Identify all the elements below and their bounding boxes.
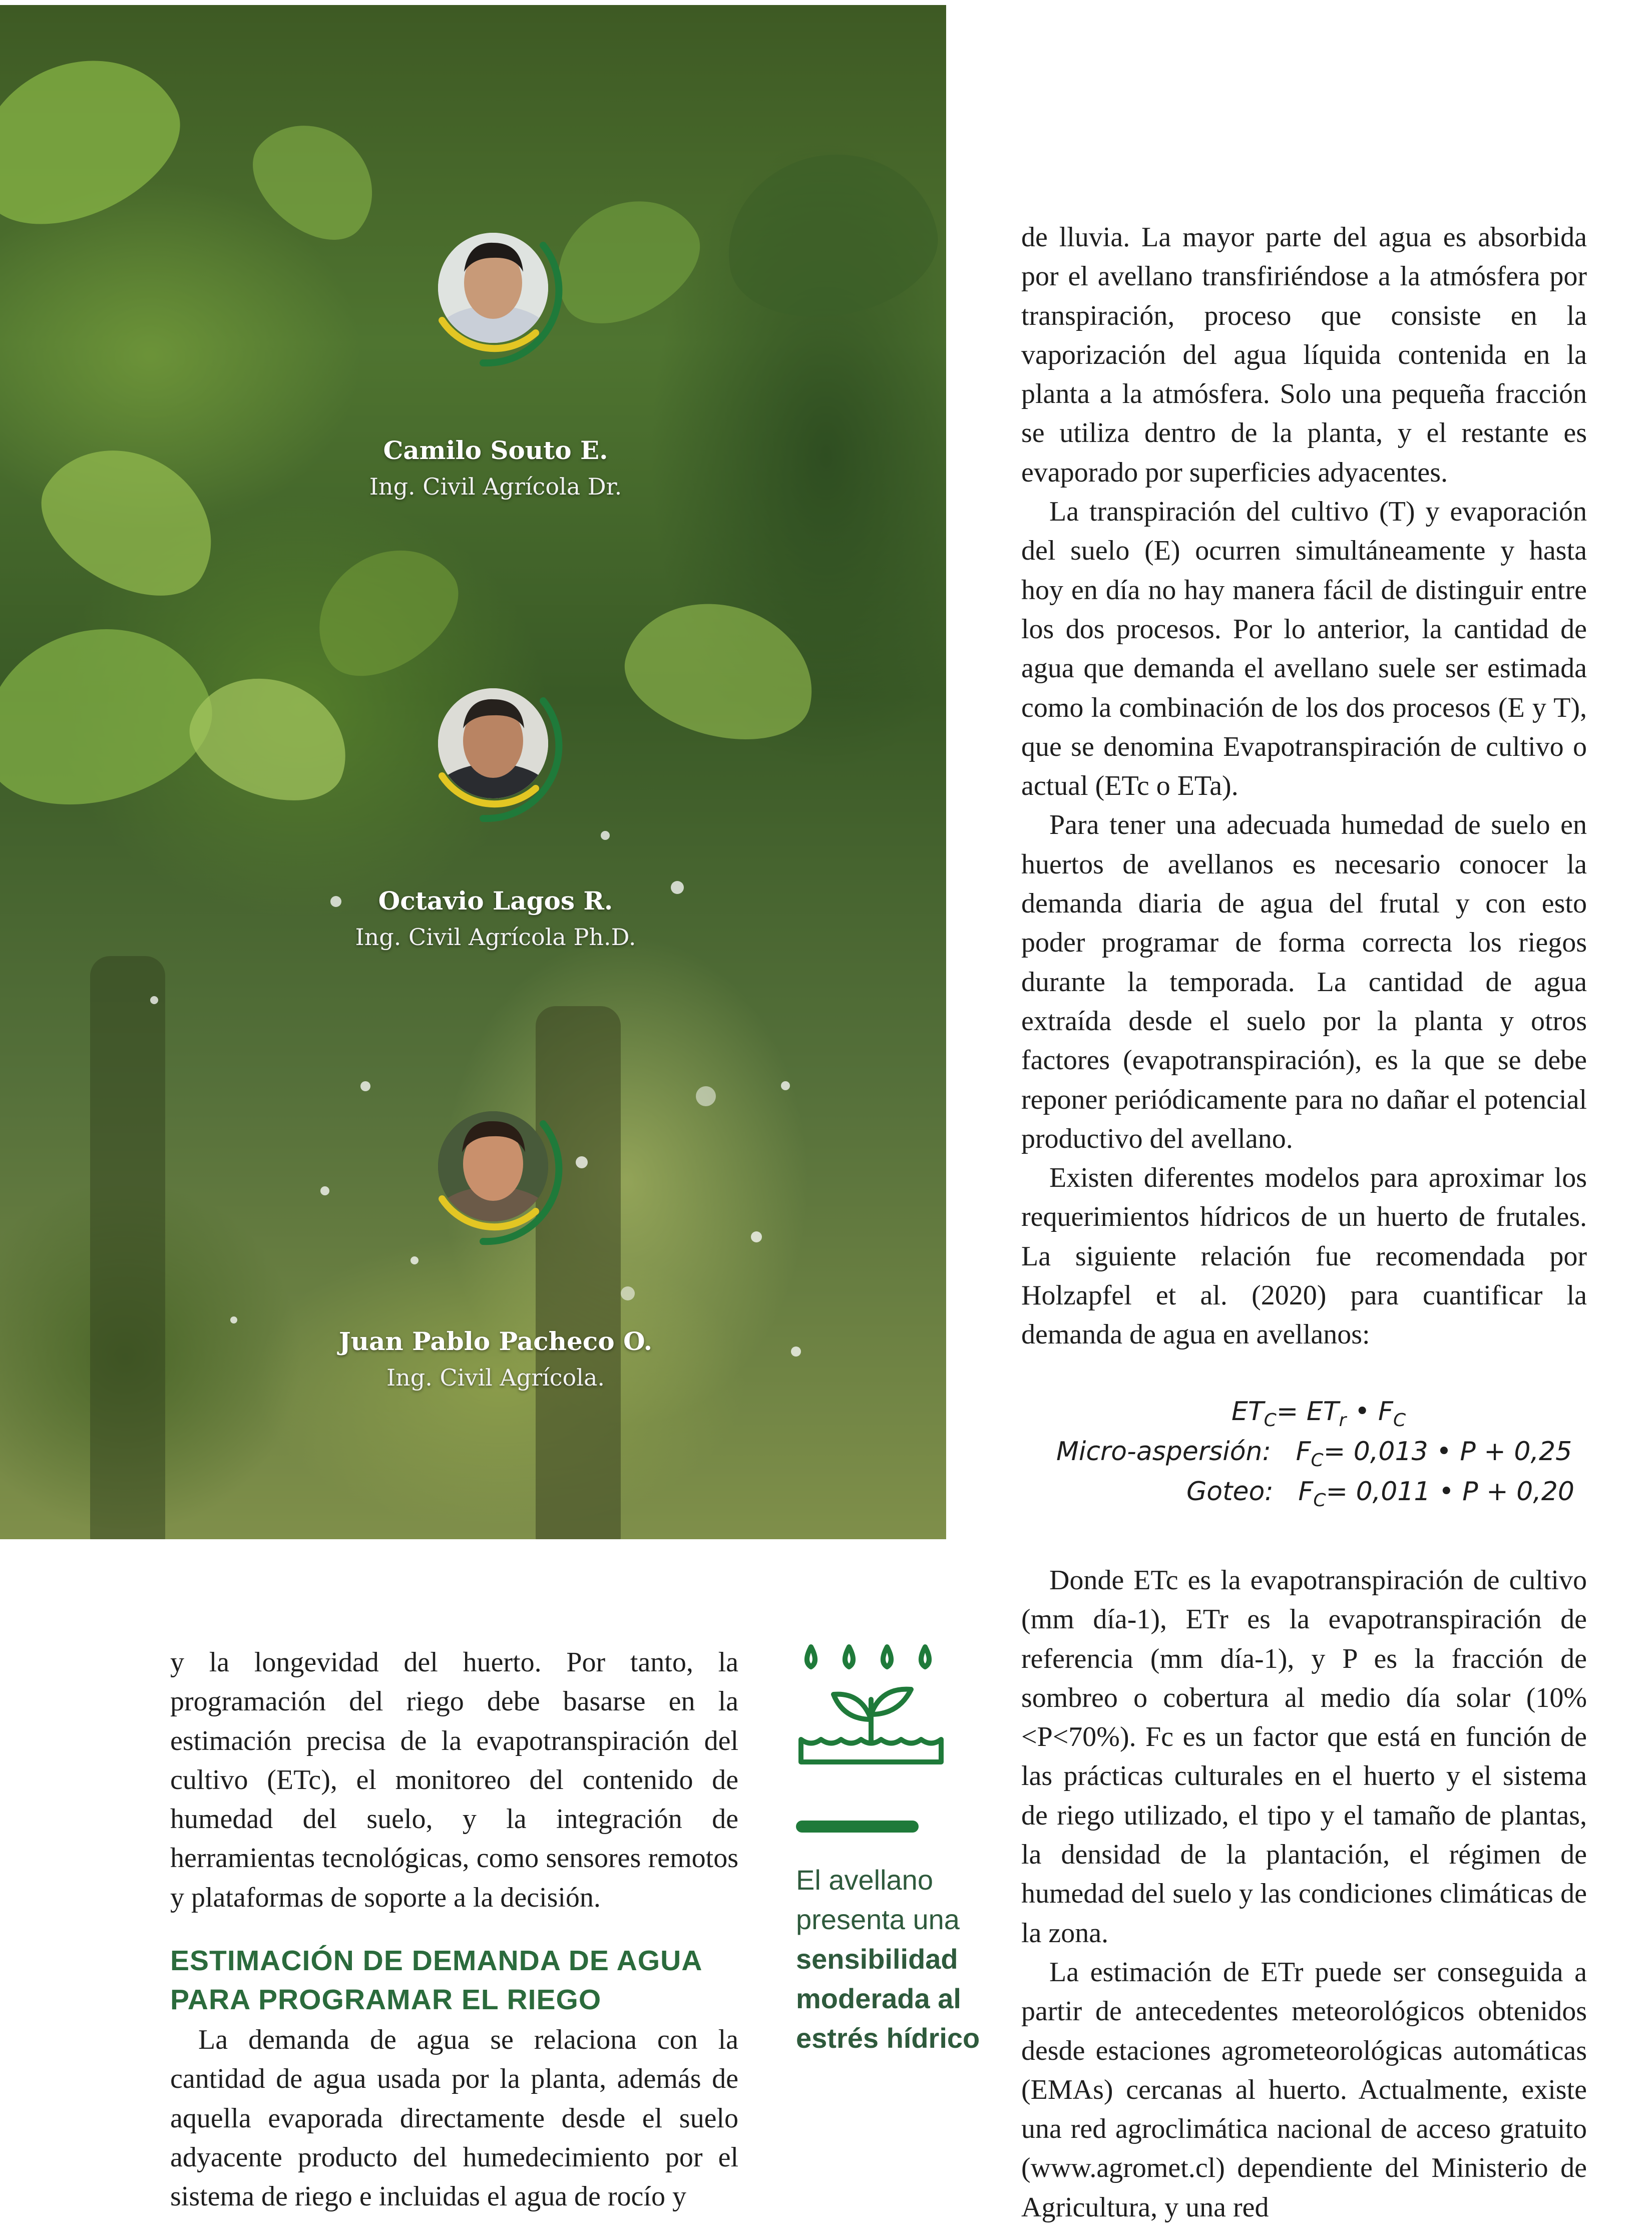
author-name: Juan Pablo Pacheco O. (338, 1326, 653, 1356)
water-drop (601, 831, 610, 840)
plant-irrigation-icon (796, 1639, 951, 1840)
author-title: Ing. Civil Agrícola. (386, 1364, 605, 1391)
leaf-decoration (233, 100, 397, 260)
paragraph: La estimación de ETr puede ser conseguida a partir de antecedentes meteorológicos obtenidos desde estaciones agrometeorológicas automáticas (EMAs) cercanas al huerto. Actualmente, existe una red agroclimática nacional de acceso gratuito (www.agromet.cl) dependiente del Ministerio de Agricultura, y una red (1021, 1956, 1587, 2223)
paragraph: Donde ETc es la evapotranspiración de cultivo (mm día-1), ETr es la evapotranspiración de referencia (mm día-1), y P es la fracción de sombreo o cobertura al medio día solar (10%<P<70%). Fc es un factor que está en función de las prácticas culturales en el huerto y el sistema de riego utilizado, el tipo y el tamaño de plantas, la densidad de la plantación, el régimen de humedad del suelo y las condiciones climáticas de la zona. (1021, 1565, 1587, 1949)
avatar-ring-icon (398, 213, 588, 403)
author-title: Ing. Civil Agrícola Dr. (369, 473, 622, 500)
orchard-photo (0, 5, 946, 1539)
leaf-decoration (175, 657, 365, 820)
water-drop (360, 1081, 370, 1091)
water-drop (781, 1081, 790, 1090)
leaf-decoration (0, 28, 202, 252)
author-avatar (398, 668, 588, 858)
author-name: Camilo Souto E. (383, 435, 608, 465)
author-title: Ing. Civil Agrícola Ph.D. (355, 924, 636, 951)
water-drop (230, 1316, 237, 1323)
formula-microaspersion: Micro-aspersión: $F_C= 0,013$ • P + 0,25 (1056, 1437, 1572, 1471)
formula-goteo: Goteo: $F_C= 0,011$ • P + 0,20 (1186, 1477, 1574, 1511)
author-avatar (398, 1091, 588, 1281)
left-column (170, 1643, 738, 2216)
leaf-decoration (612, 583, 830, 758)
water-drop (150, 996, 158, 1004)
leaf-decoration (20, 419, 241, 622)
right-column-lower (1021, 1561, 1587, 2227)
paragraph: La transpiración del cultivo (T) y evaporación del suelo (E) ocurren simultáneamente y hasta hoy en día no hay manera fácil de distinguir entre los dos procesos. Por lo anterior, la cantidad de agua que demanda el avellano suele ser estimada como la combinación de los dos procesos (E y T), que se denomina Evapotranspiración de cultivo o actual (ETc o ETa). (1021, 496, 1587, 802)
paragraph: de lluvia. La mayor parte del agua es absorbida por el avellano transfiriéndose a la atmósfera por transpiración, proceso que consiste en la vaporización del agua líquida contenida en la planta a la atmósfera. Solo una pequeña fracción se utiliza dentro de la planta, y el restante es evaporado por superficies adyacentes. (1021, 222, 1587, 488)
tree-trunk (90, 956, 165, 1539)
right-column-upper (1021, 218, 1587, 1355)
water-drop (621, 1286, 635, 1300)
water-drop (791, 1347, 801, 1357)
paragraph: Existen diferentes modelos para aproximar los requerimientos hídricos de un huerto de frutales. La siguiente relación fue recomendada por Holzapfel et al. (2020) para cuantificar la demanda de agua en avellanos: (1021, 1162, 1587, 1351)
author-avatar (398, 213, 588, 403)
author-name: Octavio Lagos R. (378, 886, 613, 916)
avatar-ring-icon (398, 1091, 588, 1281)
water-drop (696, 1086, 716, 1106)
formula-etc: $ET_C= ET_r$ • $F_C$ (1231, 1397, 1406, 1431)
paragraph: y la longevidad del huerto. Por tanto, la programación del riego debe basarse en la estimación precisa de la evapotranspiración del cultivo (ETc), el monitoreo del contenido de humedad del suelo, y la integración de herramientas tecnológicas, como sensores remotos y plataformas de soporte a la decisión. (170, 1647, 738, 1913)
section-heading: ESTIMACIÓN DE DEMANDA DE AGUA PARA PROGRAMAR EL RIEGO (170, 1945, 702, 2016)
callout-bold: sensibilidad moderada al estrés hídrico (796, 1943, 980, 2054)
leaf-decoration (713, 138, 946, 332)
callout-text (796, 1860, 986, 2058)
avatar-ring-icon (398, 668, 588, 858)
callout-regular: El avellano presenta una (796, 1864, 960, 1935)
paragraph: La demanda de agua se relaciona con la cantidad de agua usada por la planta, además de aquella evaporada directamente desde el suelo adyacente producto del humedecimiento por el sistema de riego e incluidas el agua de rocío y (170, 2024, 738, 2212)
water-drop (320, 1186, 329, 1195)
water-drop (751, 1231, 762, 1242)
paragraph: Para tener una adecuada humedad de suelo en huertos de avellanos es necesario conocer la demanda diaria de agua del frutal y con esto poder programar de forma correcta los riegos durante la temporada. La cantidad de agua extraída desde el suelo por la planta y otros factores (evapotranspiración), es la que se debe reponer periódicamente para no dañar el potencial productivo del avellano. (1021, 809, 1587, 1154)
